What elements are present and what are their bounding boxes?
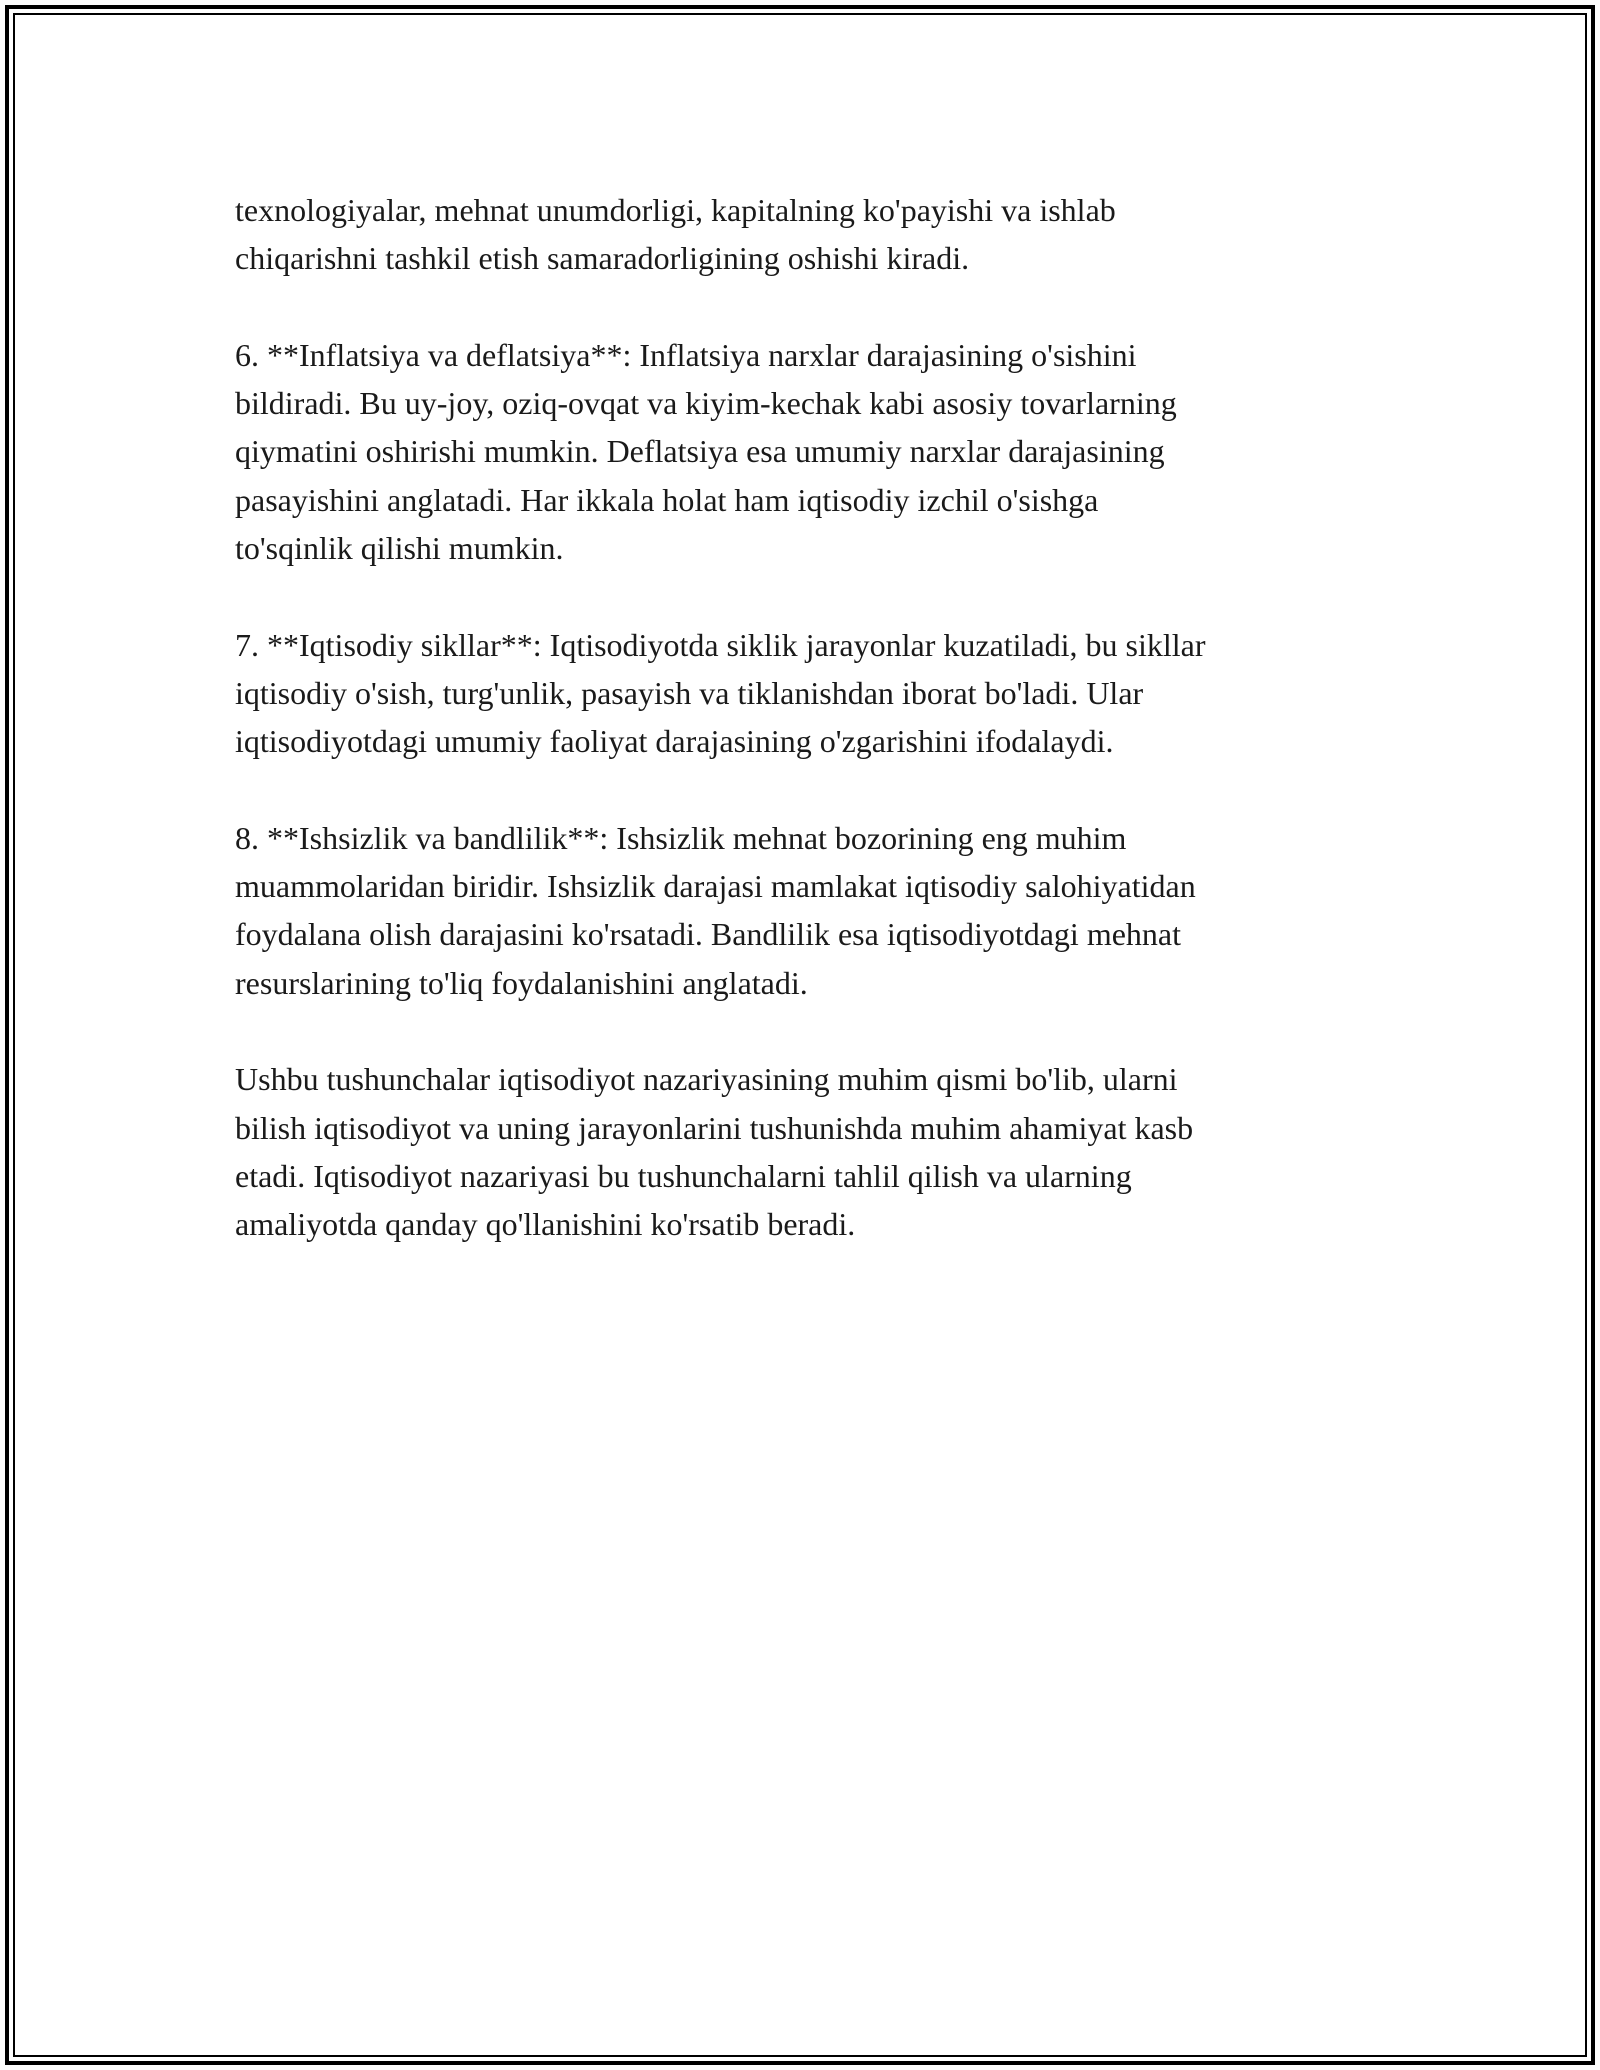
text-line: 7. **Iqtisodiy sikllar**: Iqtisodiyotda siklik jarayonlar kuzatiladi, bu sikllar: [235, 626, 1206, 663]
text-line: texnologiyalar, mehnat unumdorligi, kapitalning ko'payishi va ishlab: [235, 192, 1116, 228]
document-body: [235, 186, 1365, 1297]
text-line: etadi. Iqtisodiyot nazariyasi bu tushunchalarni tahlil qilish va ularning: [235, 1157, 1132, 1194]
text-line: iqtisodiyotdagi umumiy faoliyat darajasining o'zgarishini ifodalaydi.: [235, 723, 1114, 760]
text-line: pasayishini anglatadi. Har ikkala holat ham iqtisodiy izchil o'sishga: [235, 481, 1099, 518]
text-line: 8. **Ishsizlik va bandlilik**: Ishsizlik mehnat bozorining eng muhim: [235, 819, 1127, 856]
text-line: 6. **Inflatsiya va deflatsiya**: Inflatsiya narxlar darajasining o'sishini: [235, 336, 1137, 373]
text-line: Ushbu tushunchalar iqtisodiyot nazariyasining muhim qismi bo'lib, ularni: [235, 1061, 1178, 1098]
text-line: qiymatini oshirishi mumkin. Deflatsiya esa umumiy narxlar darajasining: [235, 433, 1165, 470]
paragraph-intro-continuation: [235, 186, 1365, 283]
text-line: foydalana olish darajasini ko'rsatadi. Bandlilik esa iqtisodiyotdagi mehnat: [235, 916, 1181, 953]
text-line: amaliyotda qanday qo'llanishini ko'rsatib beradi.: [235, 1206, 856, 1243]
paragraph-economic-cycles: [235, 621, 1365, 766]
text-line: muammolaridan biridir. Ishsizlik darajasi mamlakat iqtisodiy salohiyatidan: [235, 868, 1196, 905]
text-line: bilish iqtisodiyot va uning jarayonlarini tushunishda muhim ahamiyat kasb: [235, 1109, 1194, 1146]
text-line: iqtisodiy o'sish, turg'unlik, pasayish va tiklanishdan iborat bo'ladi. Ular: [235, 674, 1144, 711]
paragraph-conclusion: [235, 1055, 1365, 1248]
text-line: resurslarining to'liq foydalanishini anglatadi.: [235, 964, 808, 1001]
text-line: to'sqinlik qilishi mumkin.: [235, 530, 564, 567]
text-line: bildiradi. Bu uy-joy, oziq-ovqat va kiyim-kechak kabi asosiy tovarlarning: [235, 385, 1177, 422]
paragraph-unemployment: [235, 814, 1365, 1007]
text-line: chiqarishni tashkil etish samaradorligining oshishi kiradi.: [235, 240, 970, 277]
paragraph-inflation: [235, 331, 1365, 572]
